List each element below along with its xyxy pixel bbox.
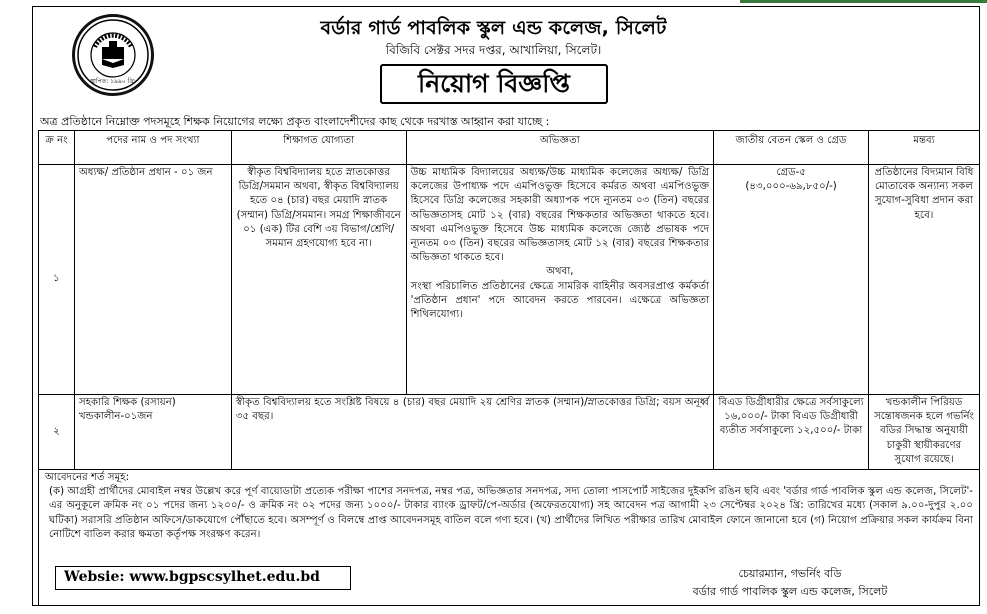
row-education: স্বীকৃত বিশ্ববিদ্যালয় হতে স্নাতকোত্তর ডিগ্রি/সমমান অথবা, স্বীকৃত বিশ্ববিদ্যালয় হতে ০৪ (চার) বছর মেয়াদি স্নাতক (সম্মান) ডিগ্রি/সমমান। সমগ্র শিক্ষাজীবনে ০১ (এক) টির বেশি ৩য় বিভাগ/শ্রেণি/সমমান গ্রহণযোগ্য হবে না।	[231, 165, 406, 395]
row-education-experience: স্বীকৃত বিশ্ববিদ্যালয় হতে সংশ্লিষ্ট বিষয়ে ৪ (চার) বছর মেয়াদি ২য় শ্রেণির স্নাতক (সম্মান)/স্নাতকোত্তর ডিগ্রি; বয়স অনূর্ধ্ব ৩৫ বছর।	[231, 395, 713, 470]
row-serial: ১	[39, 165, 75, 395]
row-pay: বিএড ডিগ্রীধারীর ক্ষেত্রে সর্বসাকুল্যে ১৬,০০০/- টাকা বিএড ডিগ্রীধারী ব্যতীত সর্বসাকুল্যে ১২,৫০০/- টাকা	[714, 395, 869, 470]
row-remarks: খন্ডকালীন পিরিয়ড সন্তোষজনক হলে গভর্নিং বডির সিদ্ধান্ত অনুযায়ী চাকুরী স্থায়ীকরণের সুযোগ রয়েছে।	[869, 395, 980, 470]
row-pay	[714, 165, 869, 395]
row-remarks: প্রতিষ্ঠানের বিদ্যমান বিধি মোতাবেক অন্যান্য সকল সুযোগ-সুবিধা প্রদান করা হবে।	[869, 165, 980, 395]
table-row	[39, 165, 980, 395]
row-experience	[406, 165, 714, 395]
experience-or: অথবা,	[546, 266, 574, 278]
pay-scale: (৪৩,০০০-৬৯,৮৫০/-)	[745, 181, 837, 193]
conditions-body: (ক) আগ্রহী প্রার্থীদের মোবাইল নম্বর উল্লেখ করে পূর্ণ বায়োডাটা প্রত্যেক পরীক্ষা পাশের সনদপত্র, নম্বর পত্র, অভিজ্ঞতার সনদপত্র, সদ্য তোলা পাসপোর্ট সাইজের দুইকপি রঙিন ছবি এবং 'বর্ডার গার্ড পাবলিক স্কুল এন্ড কলেজ, সিলেট'-এর অনুকূলে ক্রমিক নং ০১ পদের জন্য ১২০০/- ও ক্রমিক নং ০২ পদের জন্য ১০০০/- টাকার ব্যাংক ড্রাফট/পে-অর্ডার (অফেরতযোগ্য) সহ আবেদন পত্র আগামী ২৩ সেপ্টেম্বর ২০২৪ খ্রি: তারিখের মধ্যে (সকাল ৯.০০-দুপুর ২.০০ ঘটিকা) সরাসরি প্রতিষ্ঠান অফিসে/ডাকযোগে পৌঁছাতে হবে। অসম্পূর্ণ ও বিলম্বে প্রাপ্ত আবেদনসমূহ বাতিল বলে গণ্য হবে। (খ) প্রার্থীদের লিখিত পরীক্ষার তারিখ মোবাইল ফোনে জানানো হবে (গ) নিয়োগ প্রক্রিয়ার সকল কার্যক্রম বিনা নোটিশে বাতিল করার ক্ষমতা কর্তৃপক্ষ সংরক্ষণ করেন।	[49, 486, 973, 540]
logo-year: স্থাপিত: ১৯৯০ খ্রি:	[90, 78, 136, 85]
notice-title: নিয়োগ বিজ্ঞপ্তি	[380, 64, 608, 104]
row-post: অধ্যক্ষ/ প্রতিষ্ঠান প্রধান - ০১ জন	[74, 165, 231, 395]
website-link[interactable]: Websie: www.bgpscsylhet.edu.bd	[55, 566, 351, 590]
experience-part-2: সংস্থা পরিচালিত প্রতিষ্ঠানের ক্ষেত্রে সামরিক বাহিনীর অবসরপ্রাপ্ত কর্মকর্তা 'প্রতিষ্ঠান প্রধান' পদে আবেদন করতে পারবেন। এক্ষেত্রে অভিজ্ঞতা শিথিলযোগ্য।	[410, 280, 710, 321]
conditions-heading: আবেদনের শর্ত সমূহ:	[45, 472, 130, 483]
table-row	[39, 395, 980, 470]
table-header-row	[39, 131, 980, 165]
header-remarks: মন্তব্য	[869, 131, 980, 165]
header-sl: ক্র নং	[39, 131, 75, 165]
intro-text: অত্র প্রতিষ্ঠানে নিম্নোক্ত পদসমূহে শিক্ষক নিয়োগের লক্ষ্যে প্রকৃত বাংলাদেশীদের কাছ থেকে দরখাস্ত আহ্বান করা যাচ্ছে :	[40, 115, 550, 128]
pay-grade: গ্রেড-৫	[776, 167, 806, 178]
row-post: সহকারি শিক্ষক (রসায়ন) খন্ডকালীন-০১জন	[74, 395, 231, 470]
header-education: শিক্ষাগত যোগ্যতা	[231, 131, 406, 165]
school-name: বর্ডার গার্ড পাবলিক স্কুল এন্ড কলেজ, সিলেট	[320, 17, 667, 39]
signatory-org: বর্ডার গার্ড পাবলিক স্কুল এন্ড কলেজ, সিলেট	[692, 585, 888, 598]
school-address: বিজিবি সেক্টর সদর দপ্তর, আখালিয়া, সিলেট।	[385, 43, 602, 57]
experience-part-1: উচ্চ মাধ্যমিক বিদ্যালয়ের অধ্যক্ষ/উচ্চ মাধ্যমিক কলেজের অধ্যক্ষ/ ডিগ্রি কলেজের উপাধ্যক্ষ পদে এমপিওভুক্ত হিসেবে কর্মরত অথবা এমপিওভুক্ত হিসেবে ডিগ্রি কলেজের সহকারী অধ্যাপক পদে ন্যূনতম ০৩ (তিন) বছরের অভিজ্ঞতাসহ মোট ১২ (বার) বছরের শিক্ষকতার অভিজ্ঞতা থাকতে হবে। অথবা এমপিওভুক্ত হিসেবে উচ্চ মাধ্যমিক কলেজে জ্যেষ্ঠ প্রভাষক পদে ন্যূনতম ০৩ (তিন) বছরের অভিজ্ঞতাসহ মোট ১২ (বার) বছরের শিক্ষকতার অভিজ্ঞতা থাকতে হবে।	[410, 167, 710, 264]
signature-block	[640, 565, 940, 601]
header-experience: অভিজ্ঞতা	[406, 131, 714, 165]
header-pay-scale: জাতীয় বেতন স্কেল ও গ্রেড	[714, 131, 869, 165]
signatory-title: চেয়ারম্যান, গভর্নিং বডি	[738, 567, 842, 580]
row-serial: ২	[39, 395, 75, 470]
header-post: পদের নাম ও পদ সংখ্যা	[74, 131, 231, 165]
vacancy-table	[38, 130, 980, 470]
top-color-rule	[740, 0, 987, 3]
